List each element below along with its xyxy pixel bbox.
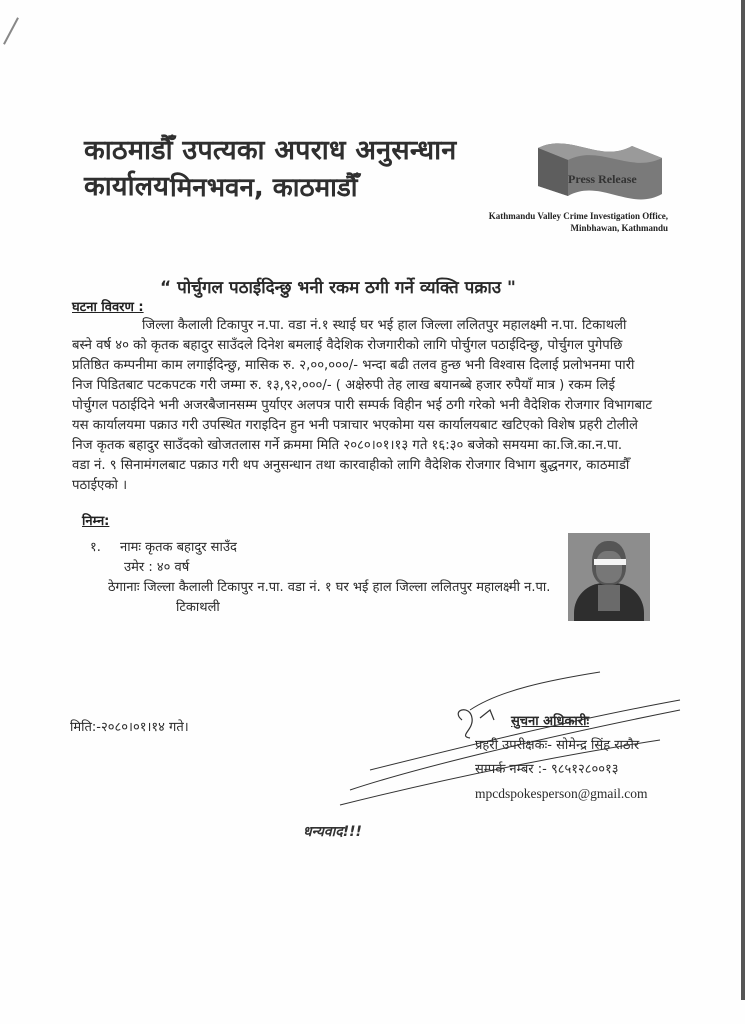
incident-line: निज पिडितबाट पटकपटक गरी जम्मा रु. १३,९२,०००/- ( अक्षेरुपी तेह लाख बयानब्बे हजार रुपैयाँ मात्र ) रकम लिई xyxy=(72,378,615,393)
accused-address: ठेगानाः जिल्ला कैलाली टिकापुर न.पा. वडा नं. १ घर भई हाल जिल्ला ललितपुर महालक्ष्मी न.पा. xyxy=(108,580,551,595)
scan-edge xyxy=(741,0,745,1000)
office-name-en xyxy=(478,210,668,234)
accused-age: उमेर : ४० वर्ष xyxy=(124,560,190,575)
issue-date: मिति:-२०८०।०१।१४ गते। xyxy=(70,720,189,735)
office-location-np: मिनभवन, काठमाडौँ xyxy=(170,173,358,203)
photo-eye-censor-bar xyxy=(594,559,626,565)
press-release-label: Press Release xyxy=(568,172,637,186)
officer-name: प्रहरी उपरीक्षकः- सोमेन्द्र सिंह राठौर xyxy=(475,738,640,753)
incident-line: बस्ने वर्ष ४० को कृतक बहादुर साउँदले दिनेश बमलाई वैदेशिक रोजगारीको लागि पोर्चुगल पठाईदिन्छु, पोर्चुगल पुगेपछि xyxy=(72,338,623,353)
closing-thanks: धन्यवाद!!! xyxy=(303,824,362,840)
incident-line: जिल्ला कैलाली टिकापुर न.पा. वडा नं.१ स्थाई घर भई हाल जिल्ला ललितपुर महालक्ष्मी न.पा. टिकाथली xyxy=(142,318,627,333)
incident-line: निज कृतक बहादुर साउँदको खोजतलास गर्ने क्रममा मिति २०८०।०१।१३ गते १६:३० बजेको समयमा का.जि.का.न.पा. xyxy=(72,438,623,453)
incident-label: घटना विवरण : xyxy=(72,300,144,315)
press-release-logo-icon xyxy=(530,138,670,204)
office-name-en-line2: Minbhawan, Kathmandu xyxy=(570,223,668,233)
office-name-en-line1: Kathmandu Valley Crime Investigation Office, xyxy=(488,211,668,221)
office-name-np: काठमाडौँ उपत्यका अपराध अनुसन्धान कार्यालय xyxy=(84,135,457,202)
accused-name-row xyxy=(90,538,550,558)
accused-details xyxy=(90,538,550,618)
accused-name: नामः कृतक बहादुर साउँद xyxy=(120,540,237,555)
officer-email: mpcdspokesperson@gmail.com xyxy=(475,786,648,801)
accused-address-cont: टिकाथली xyxy=(176,600,220,615)
accused-photo xyxy=(568,533,650,621)
incident-line: वडा नं. ९ सिनामंगलबाट पक्राउ गरी थप अनुसन्धान तथा कारवाहीको लागि वैदेशिक रोजगार विभाग बुद्धनगर, काठमाडौँ xyxy=(72,458,630,473)
accused-label: निम्न: xyxy=(82,514,110,529)
incident-line: पोर्चुगल पठाईदिने भनी अजरबैजानसम्म पुर्याएर अलपत्र पारी सम्पर्क विहीन भई ठगी गरेको भनी वैदेशिक रोजगार विभागबाट xyxy=(72,398,653,413)
incident-description xyxy=(72,316,684,496)
officer-contact: सम्पर्क नम्बर :- ९८५१२८००१३ xyxy=(475,762,619,777)
photo-shirt xyxy=(598,585,620,611)
officer-title: सुचना अधिकारीः xyxy=(511,714,590,729)
information-officer xyxy=(475,710,648,806)
photo-face xyxy=(596,551,622,583)
accused-number: १. xyxy=(90,540,101,555)
incident-line: प्रतिष्ठित कम्पनीमा काम लगाईदिन्छु, मासिक रु. २,००,०००/- भन्दा बढी तलव हुन्छ भनी विश्वास दिलाई प्रलोभनमा पारी xyxy=(72,358,635,373)
incident-line: पठाईएको । xyxy=(72,478,128,493)
scan-mark xyxy=(3,17,19,44)
incident-line: यस कार्यालयमा पक्राउ गरी उपस्थित गराइदिन हुन भनी पत्राचार भएकोमा यस कार्यालयबाट खटिएको विशेष प्रहरी टोलीले xyxy=(72,418,638,433)
headline: “ पोर्चुगल पठाईदिन्छु भनी रकम ठगी गर्ने व्यक्ति पक्राउ " xyxy=(160,278,516,298)
